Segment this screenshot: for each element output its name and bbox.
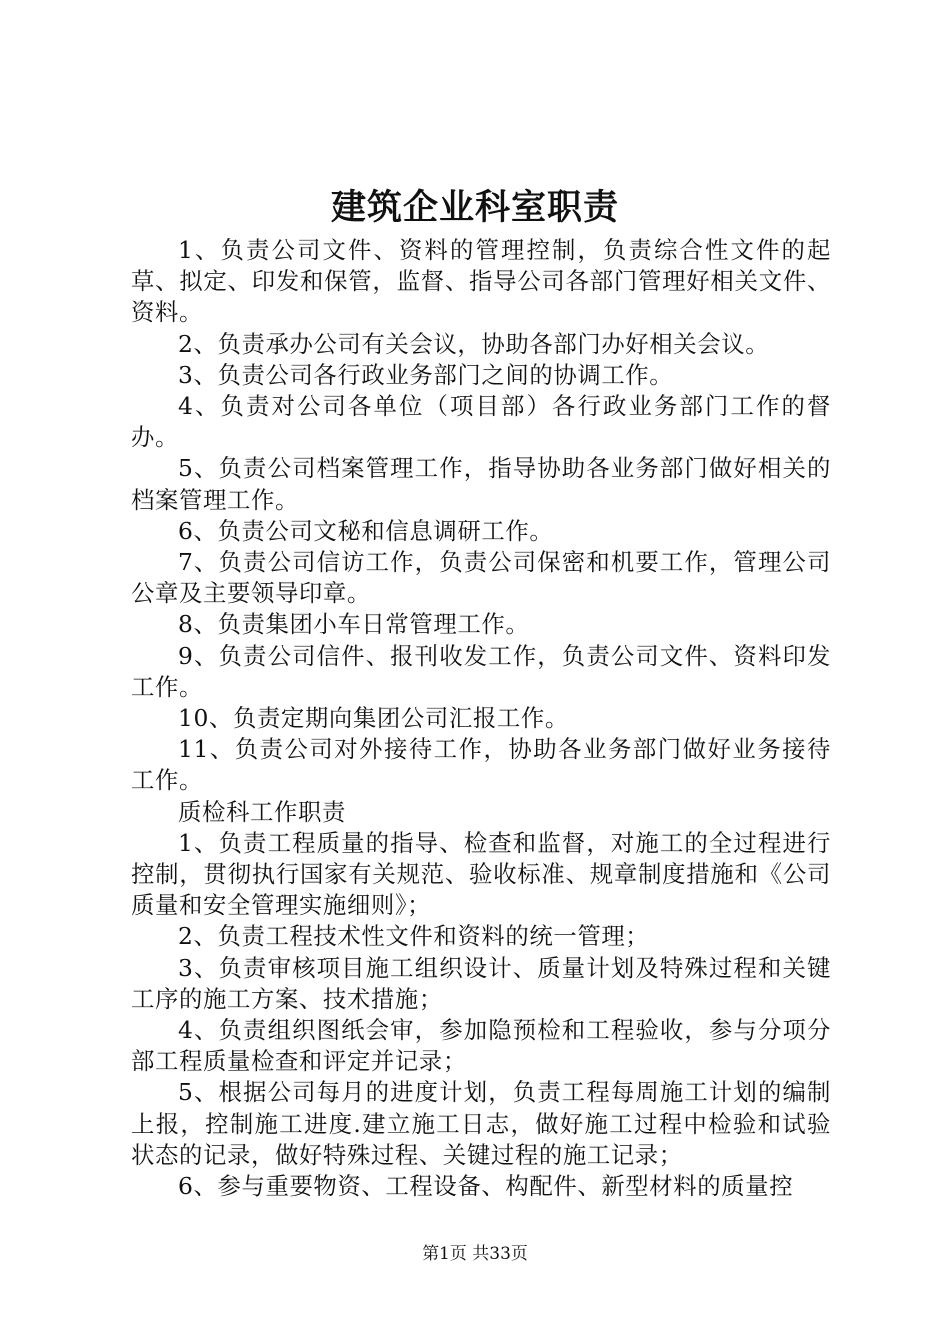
paragraph: 3、负责公司各行政业务部门之间的协调工作。 (178, 360, 674, 389)
paragraph: 2、负责承办公司有关会议，协助各部门办好相关会议。 (178, 329, 770, 358)
paragraph: 1、负责公司文件、资料的管理控制，负责综合性文件的起草、拟定、印发和保管，监督、指导公司各部门管理好相关文件、资料。 (131, 236, 831, 327)
paragraph: 7、负责公司信访工作，负责公司保密和机要工作，管理公司公章及主要领导印章。 (131, 548, 831, 608)
paragraph: 4、负责组织图纸会审，参加隐预检和工程验收，参与分项分部工程质量检查和评定并记录； (131, 1016, 831, 1076)
paragraph: 8、负责集团小车日常管理工作。 (178, 610, 530, 639)
section-heading: 质检科工作职责 (178, 797, 346, 826)
paragraph: 3、负责审核项目施工组织设计、质量计划及特殊过程和关键工序的施工方案、技术措施； (131, 953, 831, 1013)
paragraph: 11、负责公司对外接待工作，协助各业务部门做好业务接待工作。 (131, 735, 831, 795)
paragraph: 5、负责公司档案管理工作，指导协助各业务部门做好相关的档案管理工作。 (131, 454, 831, 514)
document-title: 建筑企业科室职责 (330, 187, 619, 228)
paragraph: 10、负责定期向集团公司汇报工作。 (178, 704, 569, 733)
paragraph: 2、负责工程技术性文件和资料的统一管理； (178, 922, 650, 951)
paragraph: 6、参与重要物资、工程设备、构配件、新型材料的质量控 (178, 1172, 794, 1201)
paragraph: 1、负责工程质量的指导、检查和监督，对施工的全过程进行控制，贯彻执行国家有关规范、验收标准、规章制度措施和《公司质量和安全管理实施细则》； (131, 828, 831, 920)
paragraph: 9、负责公司信件、报刊收发工作，负责公司文件、资料印发工作。 (131, 641, 831, 701)
paragraph: 6、负责公司文秘和信息调研工作。 (178, 516, 554, 545)
paragraph: 5、根据公司每月的进度计划，负责工程每周施工计划的编制上报，控制施工进度.建立施工日志，做好施工过程中检验和试验状态的记录，做好特殊过程、关键过程的施工记录； (131, 1078, 831, 1169)
paragraph: 4、负责对公司各单位（项目部）各行政业务部门工作的督办。 (131, 392, 831, 452)
document-body (131, 235, 831, 1202)
page-footer: 第1页 共33页 (422, 1244, 528, 1264)
